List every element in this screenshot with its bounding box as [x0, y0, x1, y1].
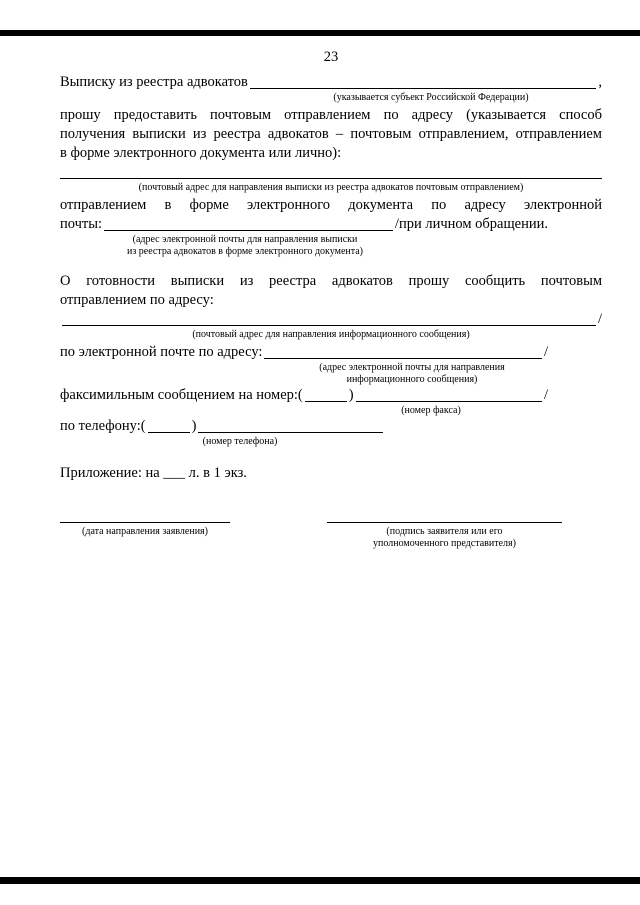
- scan-artifact-top: [0, 30, 640, 36]
- caption-email-info: [222, 362, 602, 386]
- phone-code-blank: [148, 417, 190, 433]
- email-extract-line: [60, 215, 548, 234]
- email-extract-blank: [104, 215, 393, 231]
- phone-label: по телефону:: [60, 418, 141, 434]
- postal-address-blank: [60, 163, 602, 179]
- email-info-line: [60, 343, 548, 362]
- fax-code-blank: [305, 386, 347, 402]
- fax-number-blank: [356, 386, 542, 402]
- para1-line1: прошу предоставить почтовым отправлением по адресу (указывается способ: [60, 107, 602, 123]
- email-info-blank: [264, 343, 542, 359]
- subject-line: [60, 73, 602, 92]
- slash-email-info: /: [543, 344, 548, 360]
- caption-signature-line1: (подпись заявителя или его: [386, 526, 503, 537]
- signature-block: [60, 509, 562, 550]
- phone-paren-close: ): [191, 418, 197, 434]
- subject-blank: [250, 73, 596, 89]
- subject-label: Выписку из реестра адвокатов: [60, 74, 248, 90]
- page-number: 23: [323, 49, 339, 65]
- para1-line2: получения выписки из реестра адвокатов – почтовым отправлением, отправлением: [60, 126, 602, 142]
- slash-postal-info: /: [597, 311, 602, 327]
- caption-email-extract: [60, 234, 430, 258]
- para3-line2: отправлением по адресу:: [60, 292, 214, 308]
- fax-line: [60, 386, 548, 405]
- postal-info-line: [60, 310, 602, 329]
- caption-email-extract-line1: (адрес электронной почты для направления выписки: [132, 234, 358, 245]
- date-column: [60, 509, 230, 550]
- phone-line: [60, 417, 602, 436]
- para3-line1: О готовности выписки из реестра адвокатов прошу сообщить почтовым: [60, 273, 602, 289]
- fax-paren-close: ): [348, 387, 354, 403]
- fax-paren-open: (: [297, 387, 303, 403]
- para2-line1: отправлением в форме электронного документа по адресу электронной: [60, 197, 602, 213]
- postal-info-blank: [62, 310, 596, 326]
- signature-column: [327, 509, 562, 550]
- caption-email-info-line2: информационного сообщения): [346, 374, 478, 385]
- subject-comma: ,: [598, 74, 602, 90]
- phone-number-blank: [198, 417, 383, 433]
- email-extract-label: почты:: [60, 216, 103, 232]
- attachment-line: Приложение: на ___ л. в 1 экз.: [60, 465, 247, 481]
- caption-email-extract-line2: из реестра адвокатов в форме электронного документа): [126, 246, 363, 257]
- caption-phone: (номер телефона): [202, 436, 278, 447]
- scan-artifact-bottom: [0, 877, 640, 884]
- caption-email-info-line1: (адрес электронной почты для направления: [319, 362, 505, 373]
- caption-subject: (указывается субъект Российской Федерации): [333, 92, 529, 103]
- signature-blank: [327, 509, 562, 523]
- email-info-label: по электронной почте по адресу:: [60, 344, 263, 360]
- caption-date: (дата направления заявления): [82, 526, 208, 537]
- para1-line3: в форме электронного документа или лично):: [60, 145, 342, 161]
- caption-signature: [327, 526, 562, 550]
- fax-label: факсимильным сообщением на номер:: [60, 387, 298, 403]
- slash-fax: /: [543, 387, 548, 403]
- caption-postal-info: (почтовый адрес для направления информационного сообщения): [192, 329, 470, 340]
- caption-fax: (номер факса): [401, 405, 461, 416]
- date-blank: [60, 509, 230, 523]
- personal-suffix: /при личном обращении.: [394, 216, 548, 232]
- caption-postal-extract: (почтовый адрес для направления выписки из реестра адвокатов почтовым отправлением): [138, 182, 524, 193]
- phone-paren-open: (: [140, 418, 146, 434]
- document-content: [60, 48, 602, 550]
- caption-signature-line2: уполномоченного представителя): [373, 538, 516, 549]
